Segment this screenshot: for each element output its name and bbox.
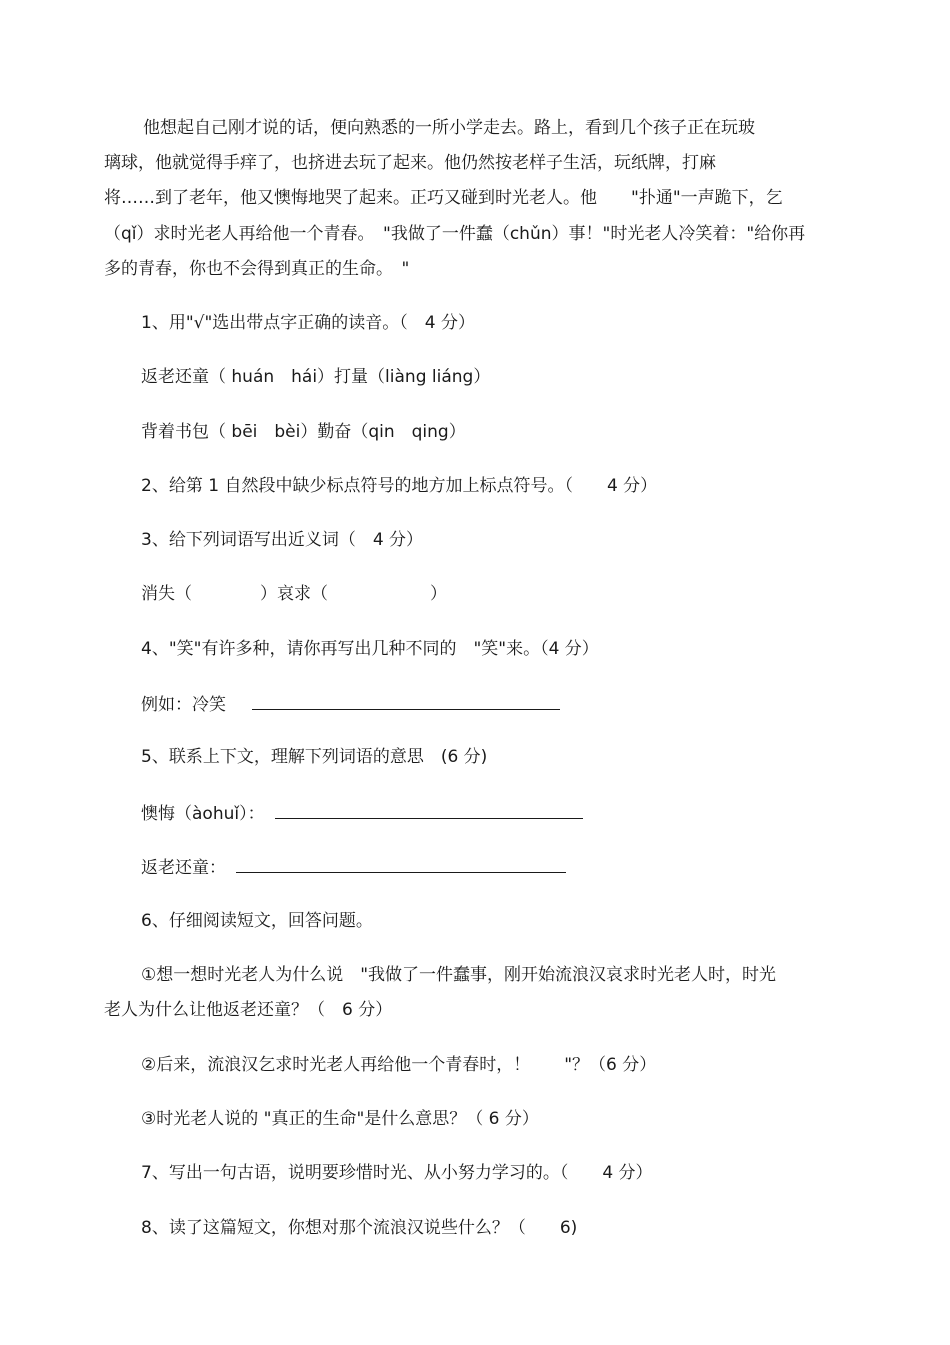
term-label: 懊悔（àohuǐ）： <box>141 804 265 824</box>
question-1: 1、用"√"选出带点字正确的读音。（ 4 分） <box>141 313 476 333</box>
question-5: 5、联系上下文，理解下列词语的意思 (6 分) <box>141 747 488 767</box>
question-6-sub-2: ②后来，流浪汉乞求时光老人再给他一个青春时，！ "？（6 分） <box>141 1055 657 1075</box>
question-6: 6、仔细阅读短文，回答问题。 <box>141 911 373 931</box>
answer-blank[interactable] <box>252 691 560 710</box>
question-6-sub-3: ③时光老人说的 "真正的生命"是什么意思？（ 6 分） <box>141 1109 539 1129</box>
passage-line-3: 将……到了老年，他又懊悔地哭了起来。正巧又碰到时光老人。他 "扑通"一声跪下，乞 <box>104 188 783 208</box>
question-2: 2、给第 1 自然段中缺少标点符号的地方加上标点符号。（ 4 分） <box>141 476 658 496</box>
passage-line-5: 多的青春，你也不会得到真正的生命。 " <box>104 259 410 279</box>
answer-blank[interactable] <box>236 854 566 873</box>
passage-line-4: （qǐ）求时光老人再给他一个青春。 "我做了一件蠢（chǔn）事！"时光老人冷笑着："给你再 <box>104 224 806 244</box>
term-label: 返老还童： <box>141 858 226 878</box>
answer-blank[interactable] <box>275 800 583 819</box>
question-8: 8、读了这篇短文，你想对那个流浪汉说些什么？（ 6) <box>141 1218 578 1238</box>
question-1-item-a: 返老还童（ huán hái）打量（liàng liáng） <box>141 367 491 387</box>
question-3-item: 消失（ ）哀求（ ） <box>141 584 447 604</box>
passage-line-2: 璃球，他就觉得手痒了，也挤进去玩了起来。他仍然按老样子生活，玩纸牌，打麻 <box>104 153 716 173</box>
example-label: 例如：冷笑 <box>141 695 226 715</box>
question-4-example <box>141 691 560 717</box>
question-5-item-a <box>141 800 583 826</box>
passage-line-1: 他想起自己刚才说的话，便向熟悉的一所小学走去。路上，看到几个孩子正在玩玻 <box>143 118 755 138</box>
question-3: 3、给下列词语写出近义词（ 4 分） <box>141 530 424 550</box>
question-1-item-b: 背着书包（ bēi bèi）勤奋（qin qing） <box>141 422 466 442</box>
question-4: 4、"笑"有许多种，请你再写出几种不同的 "笑"来。（4 分） <box>141 639 599 659</box>
question-5-item-b <box>141 854 566 880</box>
question-7: 7、写出一句古语，说明要珍惜时光、从小努力学习的。（ 4 分） <box>141 1163 653 1183</box>
question-6-sub-1-line-1: ①想一想时光老人为什么说 "我做了一件蠢事，刚开始流浪汉哀求时光老人时，时光 <box>141 965 777 985</box>
question-6-sub-1-line-2: 老人为什么让他返老还童？（ 6 分） <box>104 1000 393 1020</box>
